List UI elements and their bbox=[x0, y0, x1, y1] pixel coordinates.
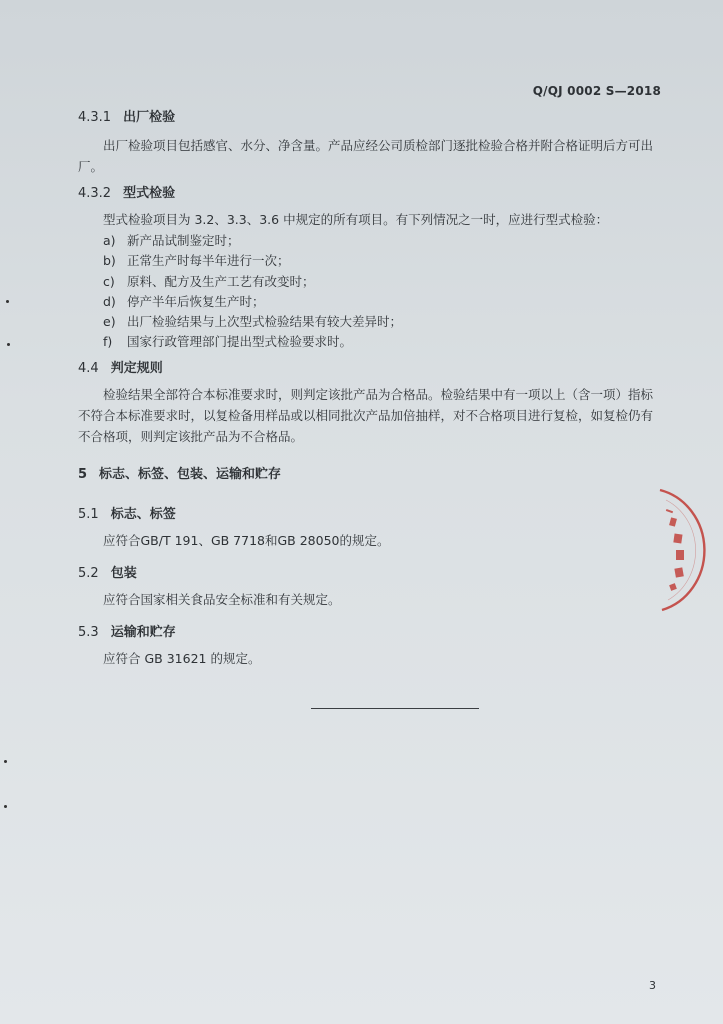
section-title: 型式检验 bbox=[123, 186, 176, 201]
section-title: 标志、标签 bbox=[110, 507, 176, 522]
scan-speck bbox=[6, 300, 9, 303]
list-marker: e) bbox=[103, 314, 116, 330]
scan-speck bbox=[7, 343, 10, 346]
section-number: 4.3.2 bbox=[78, 186, 112, 201]
list-marker: c) bbox=[103, 273, 115, 289]
section-body-5-3: 应符合 GB 31621 的规定。 bbox=[103, 651, 261, 666]
section-body-4-3-1: 出厂检验项目包括感官、水分、净含量。产品应经公司质检部门逐批检验合格并附合格证明后方可出厂。 bbox=[78, 138, 654, 174]
section-body-5-2: 应符合国家相关食品安全标准和有关规定。 bbox=[103, 592, 341, 607]
end-of-text-rule bbox=[311, 708, 479, 709]
section-title: 判定规则 bbox=[110, 361, 163, 376]
section-heading-5-3 bbox=[78, 621, 176, 640]
section-intro-4-3-2: 型式检验项目为 3.2、3.3、3.6 中规定的所有项目。有下列情况之一时，应进行型式检验： bbox=[103, 212, 609, 227]
section-number: 5 bbox=[78, 467, 88, 482]
list-item bbox=[103, 292, 402, 312]
list-marker: a) bbox=[103, 233, 116, 248]
document-code: Q/QJ 0002 S—2018 bbox=[532, 84, 661, 98]
list-item bbox=[103, 231, 402, 251]
list-marker: b) bbox=[103, 253, 116, 269]
list-text: 国家行政管理部门提出型式检验要求时。 bbox=[127, 334, 353, 350]
section-number: 5.2 bbox=[78, 566, 99, 581]
section-heading-4-3-1 bbox=[78, 106, 175, 125]
section-title: 运输和贮存 bbox=[110, 625, 176, 640]
scan-speck bbox=[4, 760, 7, 763]
list-text: 原料、配方及生产工艺有改变时； bbox=[127, 273, 315, 289]
section-heading-5-2 bbox=[78, 562, 137, 581]
section-number: 4.3.1 bbox=[78, 110, 112, 125]
page-number: 3 bbox=[649, 979, 656, 992]
section-heading-5 bbox=[78, 463, 281, 482]
list-marker: f) bbox=[103, 334, 113, 350]
section-body-5-1: 应符合GB/T 191、GB 7718和GB 28050的规定。 bbox=[103, 533, 390, 548]
list-text: 正常生产时每半年进行一次； bbox=[127, 253, 290, 269]
list-marker: d) bbox=[103, 293, 116, 309]
list-text: 停产半年后恢复生产时； bbox=[127, 293, 265, 309]
section-body-4-4: 检验结果全部符合本标准要求时，则判定该批产品为合格品。检验结果中有一项以上（含一项）指标不符合本标准要求时，以复检备用样品或以相同批次产品加倍抽样，对不合格项目进行复检，如复检仍有不合格项，则判定该批产品为不合格品。 bbox=[78, 387, 654, 444]
company-seal-stamp bbox=[650, 488, 708, 612]
section-number: 5.3 bbox=[78, 625, 99, 640]
list-item bbox=[103, 272, 402, 292]
section-number: 5.1 bbox=[78, 507, 99, 522]
section-title: 包装 bbox=[110, 566, 137, 581]
section-heading-5-1 bbox=[78, 503, 176, 522]
inspection-conditions-list bbox=[103, 231, 402, 353]
scan-speck bbox=[4, 805, 7, 808]
section-title: 出厂检验 bbox=[123, 110, 176, 125]
list-text: 出厂检验结果与上次型式检验结果有较大差异时； bbox=[127, 314, 403, 330]
list-text: 新产品试制鉴定时； bbox=[127, 233, 240, 248]
list-item bbox=[103, 332, 402, 352]
list-item bbox=[103, 312, 402, 332]
list-item bbox=[103, 251, 402, 271]
section-heading-4-3-2 bbox=[78, 182, 175, 201]
section-number: 4.4 bbox=[78, 361, 99, 376]
section-heading-4-4 bbox=[78, 357, 163, 376]
section-title: 标志、标签、包装、运输和贮存 bbox=[99, 467, 282, 482]
